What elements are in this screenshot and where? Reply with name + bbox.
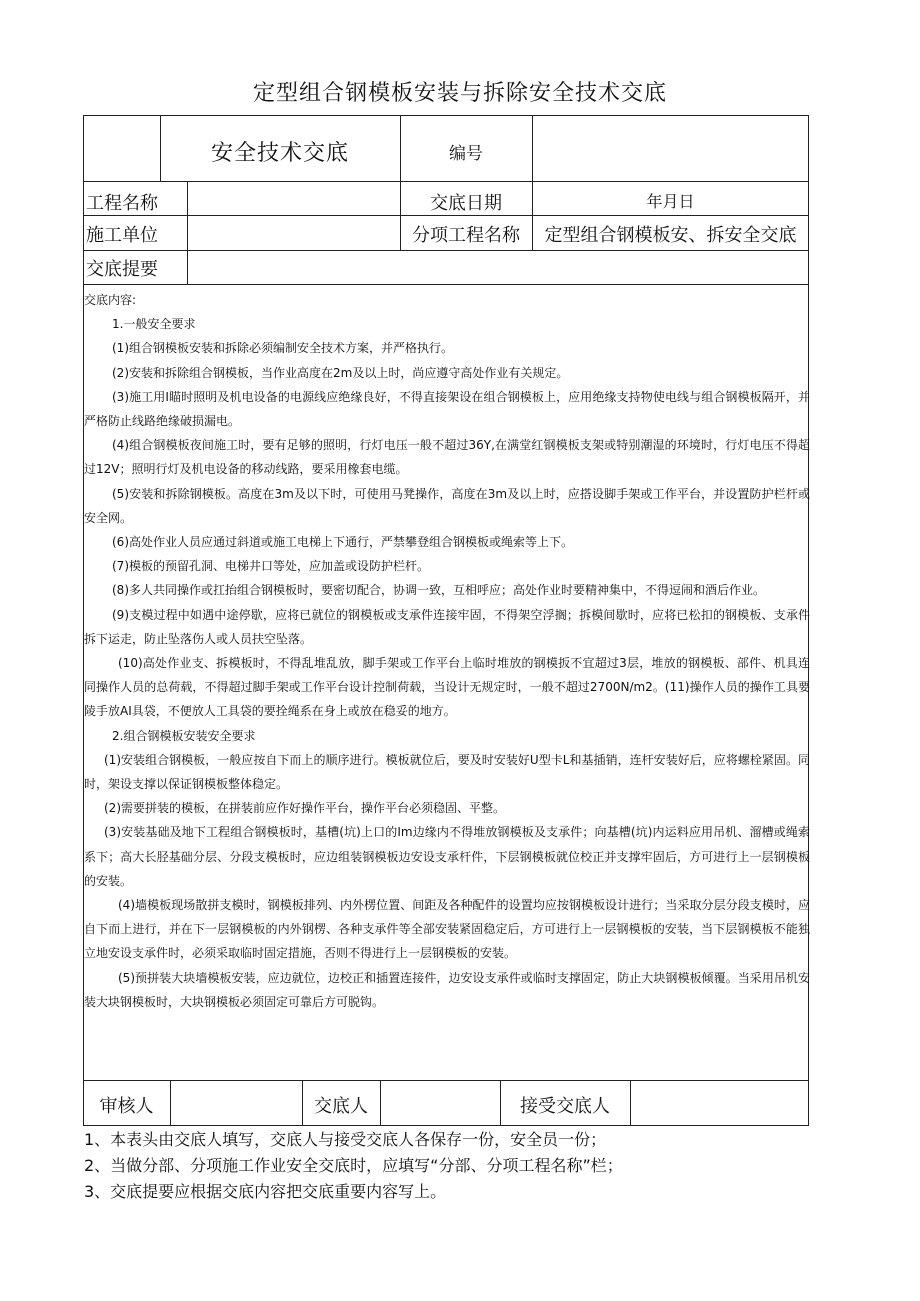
content-paragraph: (4)墙模板现场散拼支模时，钢模板排列、内外楞位置、间距及各种配件的设置均应按钢模板设计进行；当采取分层分段支模时，应自下而上进行，并在下一层钢模板的内外钢楞、各种支承件等全部安装紧固稳定后，方可进行上一层钢模板的安装，当下层钢模板不能独立地安设支承件时，必须采取临时固定措施，否则不得进行上一层钢模板的安装。	[84, 898, 810, 961]
content-paragraph: (4)组合钢模板夜间施工时，要有足够的照明，行灯电压一般不超过36Y,在满堂红钢模板支架或特别潮湿的环境时，行灯电压不得超过12V；照明行灯及机电设备的移动线路，要采用橡套电缆。	[84, 438, 810, 477]
content-paragraph: (5)预拼装大块墙模板安装，应边就位，边校正和插置连接件，边安设支承件或临时支撑固定，防止大块钢模板倾覆。当采用吊机安装大块钢模板时，大块钢模板必须固定可靠后方可脱钩。	[84, 970, 810, 1009]
footnote: 3、交底提要应根据交底内容把交底重要内容写上。	[84, 1182, 447, 1201]
content-paragraph: (7)模板的预留孔洞、电梯井口等处，应加盖或设防护栏杆。	[112, 559, 430, 574]
number-field[interactable]	[533, 139, 808, 163]
summary-label: 交底提要	[86, 259, 158, 280]
content-paragraph: (3)安装基础及地下工程组合钢模板时，基槽(坑)上口的Im边缘内不得堆放钢模板及支承件；向基槽(坑)内运料应用吊机、溜槽或绳索系下；高大长胫基础分层、分段支模板时，应边组装钢模板边安设支承杆件，下层钢模板就位校正并支撑牢固后，方可进行上一层钢模板的安装。	[84, 825, 810, 888]
construction-unit-field[interactable]	[188, 221, 399, 243]
content-heading: 交底内容:	[84, 293, 137, 307]
disclosure-content	[84, 288, 810, 1014]
number-label: 编号	[449, 144, 483, 164]
sub-project-field[interactable]: 定型组合钢模板安、拆安全交底	[544, 225, 797, 246]
summary-field[interactable]	[188, 255, 808, 277]
row-divider	[83, 250, 809, 251]
content-paragraph: (2)安装和拆除组合钢模板，当作业高度在2m及以上时，尚应遵守高处作业有关规定。	[112, 365, 569, 380]
row-divider	[83, 284, 809, 285]
form-name: 安全技术交底	[210, 141, 349, 166]
content-paragraph: (3)施工用I瞄时照明及机电设备的电源线应绝缘良好，不得直接架设在组合钢模板上，应用绝缘支持物使电线与组合钢模板隔开，并严格防止线路绝缘破损漏电。	[84, 389, 810, 429]
section-heading: 2.组合钢模板安装安全要求	[112, 728, 256, 743]
footnotes	[84, 1127, 623, 1205]
date-field[interactable]: 年月日	[646, 192, 695, 211]
project-name-field[interactable]	[188, 189, 399, 211]
discloser-label: 交底人	[314, 1096, 368, 1117]
content-paragraph: (5)安装和拆除钢模板。高度在3m及以下时，可使用马凳操作，高度在3m及以上时，应搭设脚手架或工作平台，并设置防护栏杆或安全网。	[84, 486, 810, 525]
content-paragraph: (8)多人共同操作或扛抬组合钢模板时，要密切配合，协调一致，互相呼应；高处作业时要精神集中，不得逗闹和酒后作业。	[112, 583, 766, 598]
content-paragraph: (1)安装组合钢模板，一般应按自下而上的顺序进行。模板就位后，要及时安装好U型卡L和基插销，连杆安装好后，应将螺栓紧固。同时，架设支撑以保证钢模板整体稳定。	[84, 752, 810, 792]
reviewer-label: 审核人	[99, 1096, 154, 1117]
discloser-field[interactable]	[381, 1092, 499, 1116]
content-paragraph: (6)高处作业人员应通过斜道或施工电梯上下通行，严禁攀登组合钢模板或绳索等上下。	[112, 535, 574, 550]
receiver-label: 接受交底人	[520, 1096, 610, 1117]
content-paragraph: (10)高处作业支、拆模板时，不得乱堆乱放，脚手架或工作平台上临时堆放的钢模扳不宜超过3层，堆放的钢模板、部件、机具连同操作人员的总荷载，不得超过脚手架或工作平台设计控制荷载，当设计无规定时，一般不超过2700N/m2。(11)操作人员的操作工具要陵手放AI具袋，不便放人工具袋的要拴绳系在身上或放在稳妥的地方。	[84, 656, 810, 719]
construction-unit-label: 施工单位	[86, 225, 158, 246]
date-label: 交底日期	[430, 193, 502, 214]
footnote: 1、本表头由交底人填写，交底人与接受交底人各保存一份，安全员一份；	[84, 1130, 607, 1149]
receiver-field[interactable]	[631, 1092, 808, 1116]
section-heading: 1.一般安全要求	[112, 317, 196, 332]
content-paragraph: (1)组合钢模板安装和拆除必须编制安全技术方案，并严格执行。	[112, 341, 454, 356]
row-divider	[83, 1080, 809, 1081]
footnote: 2、当做分部、分项施工作业安全交底时，应填写“分部、分项工程名称”栏；	[84, 1156, 623, 1175]
row-divider	[83, 215, 809, 216]
content-paragraph: (9)支模过程中如遇中途停歇，应将已就位的钢模板或支承件连接牢固，不得架空浮搁；拆模间歇时，应将已松扣的钢模板、支承件拆下运走，防止坠落伤人或人员扶空坠落。	[84, 607, 810, 646]
project-name-label: 工程名称	[86, 193, 158, 214]
document-title: 定型组合钢模板安装与拆除安全技术交底	[252, 81, 667, 106]
row-divider	[83, 181, 809, 182]
reviewer-field[interactable]	[171, 1092, 301, 1116]
content-paragraph: (2)需要拼装的模板，在拼装前应作好操作平台，操作平台必须稳固、平整。	[104, 801, 506, 816]
sub-project-label: 分项工程名称	[412, 225, 520, 246]
